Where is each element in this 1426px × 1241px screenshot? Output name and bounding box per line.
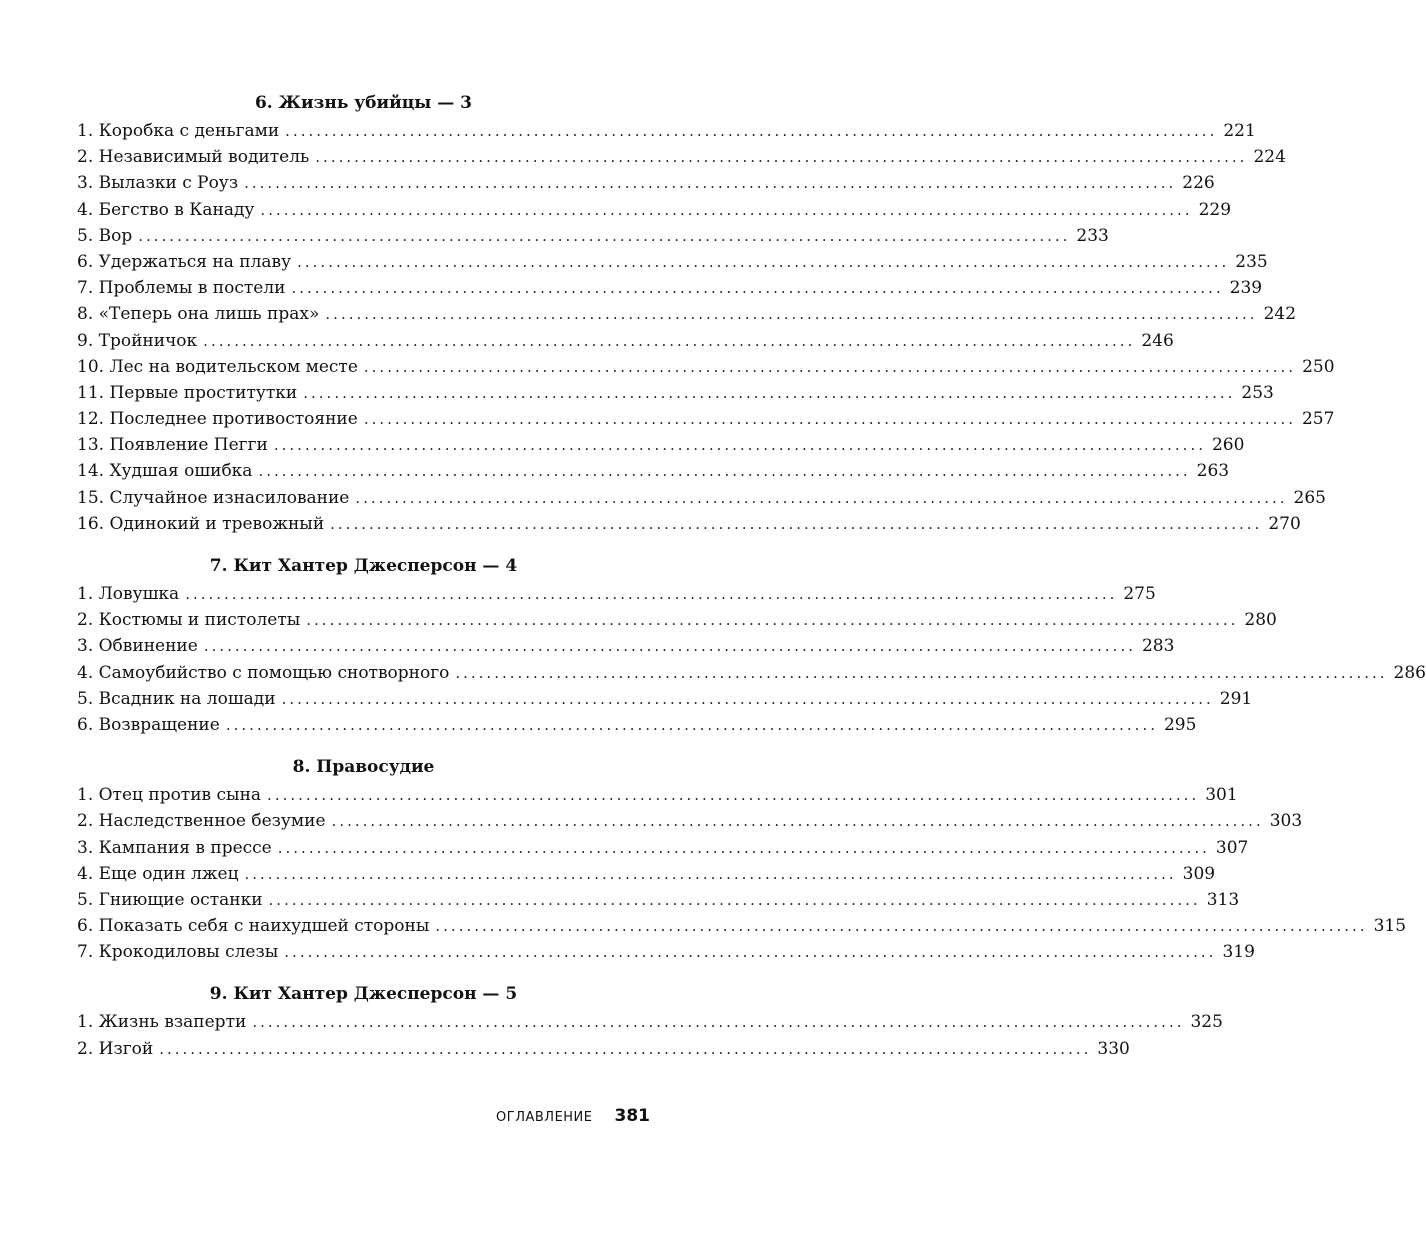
toc-entry-title: 7. Проблемы в постели	[77, 278, 286, 299]
toc-entry-title: 1. Коробка с деньгами	[77, 121, 280, 141]
toc-entry-title: 13. Появление Пегги	[77, 435, 268, 456]
dot-leader: ........................................................................................................................	[252, 1013, 1185, 1032]
dot-leader: ........................................................................................................................	[138, 226, 1071, 245]
toc-entry	[77, 197, 1232, 223]
toc-entry	[77, 913, 1407, 939]
toc-entry-title: 5. Всадник на лошади	[77, 688, 276, 709]
dot-leader: ........................................................................................................................	[331, 812, 1264, 831]
toc-entry-title: 2. Независимый водитель	[77, 147, 310, 168]
toc-entry	[77, 432, 1245, 458]
toc-entry	[77, 607, 1277, 633]
toc-entry	[77, 249, 1268, 275]
toc-entry-title: 6. Возвращение	[77, 714, 220, 735]
toc-entry	[77, 301, 1297, 327]
dot-leader: ........................................................................................................................	[260, 200, 1193, 219]
toc-entry-title: 6. Показать себя с наихудшей стороны	[77, 916, 430, 937]
dot-leader: ........................................................................................................................	[277, 838, 1210, 857]
toc-entry-title: 4. Самоубийство с помощью снотворного	[77, 662, 450, 683]
toc-entry-title: 6. Удержаться на плаву	[77, 251, 292, 272]
dot-leader: ........................................................................................................................	[273, 436, 1206, 455]
dot-leader: ........................................................................................................................	[258, 462, 1191, 481]
toc-entry-page: 325	[1190, 1012, 1223, 1033]
toc-entry-title: 10. Лес на водительском месте	[77, 356, 358, 377]
toc-entry-page: 280	[1244, 610, 1277, 631]
toc-entry-title: 7. Крокодиловы слезы	[77, 942, 279, 963]
toc-entry-title: 5. Гниющие останки	[77, 889, 263, 910]
dot-leader: ........................................................................................................................	[244, 174, 1177, 193]
toc-section-list	[77, 1009, 1223, 1061]
section-title: 6. Жизнь убийцы — 3	[254, 93, 473, 113]
toc-entry-page: 303	[1269, 811, 1303, 832]
section-title: 7. Кит Хантер Джесперсон — 4	[209, 556, 518, 576]
dot-leader: ........................................................................................................................	[244, 864, 1177, 883]
dot-leader: ........................................................................................................................	[281, 689, 1214, 708]
toc-entry-page: 226	[1182, 173, 1215, 194]
toc-section-list	[77, 782, 1407, 965]
toc-entry-page: 315	[1373, 916, 1407, 937]
toc-entry-page: 291	[1219, 688, 1253, 709]
dot-leader: ........................................................................................................................	[225, 715, 1158, 734]
toc-entry-page: 250	[1302, 356, 1335, 377]
page-number: 381	[614, 1106, 650, 1126]
page-footer	[77, 1106, 650, 1126]
toc-entry-title: 3. Кампания в прессе	[77, 837, 272, 858]
dot-leader: ........................................................................................................................	[291, 279, 1224, 298]
toc-entry	[77, 144, 1286, 170]
toc-entry-title: 1. Ловушка	[77, 584, 180, 604]
toc-entry-title: 5. Вор	[77, 225, 133, 246]
toc-entry-page: 283	[1141, 636, 1175, 657]
toc-entry-page: 309	[1182, 863, 1216, 884]
toc-entry-title: 11. Первые проститутки	[77, 382, 298, 403]
toc-entry-page: 224	[1253, 147, 1286, 168]
dot-leader: ........................................................................................................................	[355, 488, 1288, 507]
dot-leader: ........................................................................................................................	[303, 383, 1236, 402]
toc-entry	[77, 380, 1274, 406]
dot-leader: ........................................................................................................................	[363, 410, 1296, 429]
toc-entry-page: 301	[1205, 785, 1238, 806]
toc-entry	[77, 511, 1301, 537]
toc-entry	[77, 458, 1230, 484]
toc-entry	[77, 1036, 1130, 1062]
toc-entry	[77, 686, 1253, 712]
toc-entry	[77, 835, 1249, 861]
toc-entry-page: 221	[1223, 121, 1256, 141]
toc-entry-title: 12. Последнее противостояние	[77, 409, 358, 430]
dot-leader: ........................................................................................................................	[285, 122, 1218, 140]
section-title: 8. Правосудие	[292, 757, 435, 778]
dot-leader: ........................................................................................................................	[455, 663, 1388, 682]
toc-entry-title: 3. Обвинение	[77, 636, 198, 657]
toc-entry-page: 239	[1229, 278, 1263, 299]
toc-entry-title: 15. Случайное изнасилование	[77, 487, 350, 508]
toc-entry	[77, 581, 1156, 607]
toc-entry-page: 253	[1241, 382, 1274, 403]
toc-entry-title: 9. Тройничок	[77, 330, 198, 351]
toc-entry-page: 235	[1235, 251, 1268, 272]
toc-entry-title: 2. Костюмы и пистолеты	[77, 610, 301, 631]
toc-entry-title: 14. Худшая ошибка	[77, 461, 253, 482]
toc-entry-page: 265	[1293, 487, 1326, 508]
toc-entry	[77, 354, 1335, 380]
toc-entry-page: 319	[1222, 942, 1255, 963]
section-title: 9. Кит Хантер Джесперсон — 5	[209, 984, 518, 1005]
toc-entry-page: 246	[1141, 330, 1174, 351]
toc-entry-page: 330	[1097, 1038, 1130, 1059]
dot-leader: ........................................................................................................................	[363, 357, 1297, 376]
dot-leader: ........................................................................................................................	[159, 1039, 1092, 1058]
dot-leader: ........................................................................................................................	[315, 148, 1248, 167]
toc-entry-title: 4. Еще один лжец	[77, 863, 239, 884]
toc-entry-page: 270	[1268, 513, 1301, 534]
toc-entry	[77, 782, 1238, 808]
toc-entry-title: 1. Отец против сына	[77, 785, 262, 806]
toc-entry	[77, 1009, 1223, 1035]
toc-entry	[77, 118, 1256, 144]
toc-entry	[77, 887, 1240, 913]
toc-entry-title: 1. Жизнь взаперти	[77, 1012, 247, 1033]
toc-section-list	[77, 118, 1335, 537]
toc-entry-page: 295	[1163, 714, 1197, 735]
toc-entry	[77, 939, 1255, 965]
dot-leader: ........................................................................................................................	[284, 943, 1217, 962]
toc-entry-page: 260	[1211, 435, 1245, 456]
toc-section-list	[77, 581, 1426, 738]
toc-entry-title: 16. Одинокий и тревожный	[77, 513, 325, 534]
toc-entry	[77, 170, 1215, 196]
toc-entry-page: 233	[1076, 225, 1109, 246]
toc-entry-title: 4. Бегство в Канаду	[77, 199, 255, 220]
toc-entry	[77, 861, 1216, 887]
dot-leader: ........................................................................................................................	[306, 611, 1239, 630]
toc-entry	[77, 660, 1426, 686]
dot-leader: ........................................................................................................................	[325, 305, 1258, 324]
running-header-label: ОГЛАВЛЕНИЕ	[496, 1110, 593, 1125]
toc-entry	[77, 485, 1326, 511]
toc-entry-page: 307	[1215, 837, 1249, 858]
toc-entry	[77, 406, 1335, 432]
toc-entry	[77, 712, 1197, 738]
toc-entry-page: 313	[1206, 889, 1240, 910]
dot-leader: ........................................................................................................................	[185, 585, 1118, 603]
toc-entry-page: 257	[1301, 409, 1335, 430]
toc-entry	[77, 633, 1175, 659]
table-of-contents	[77, 88, 1426, 1076]
dot-leader: ........................................................................................................................	[203, 637, 1136, 656]
toc-entry	[77, 808, 1303, 834]
dot-leader: ........................................................................................................................	[435, 917, 1368, 936]
toc-entry-title: 2. Наследственное безумие	[77, 811, 326, 832]
dot-leader: ........................................................................................................................	[330, 514, 1263, 533]
toc-entry-page: 275	[1123, 584, 1156, 604]
toc-entry-title: 8. «Теперь она лишь прах»	[77, 304, 320, 325]
dot-leader: ........................................................................................................................	[203, 331, 1136, 350]
toc-entry-page: 242	[1263, 304, 1297, 325]
toc-entry-title: 2. Изгой	[77, 1038, 154, 1059]
toc-entry	[77, 223, 1109, 249]
toc-entry-page: 286	[1393, 662, 1426, 683]
dot-leader: ........................................................................................................................	[268, 890, 1201, 909]
toc-entry-page: 229	[1198, 199, 1232, 220]
dot-leader: ........................................................................................................................	[267, 786, 1200, 805]
toc-entry	[77, 328, 1174, 354]
toc-entry	[77, 275, 1263, 301]
dot-leader: ........................................................................................................................	[297, 252, 1230, 271]
toc-entry-title: 3. Вылазки с Роуз	[77, 173, 239, 194]
toc-entry-page: 263	[1196, 461, 1230, 482]
